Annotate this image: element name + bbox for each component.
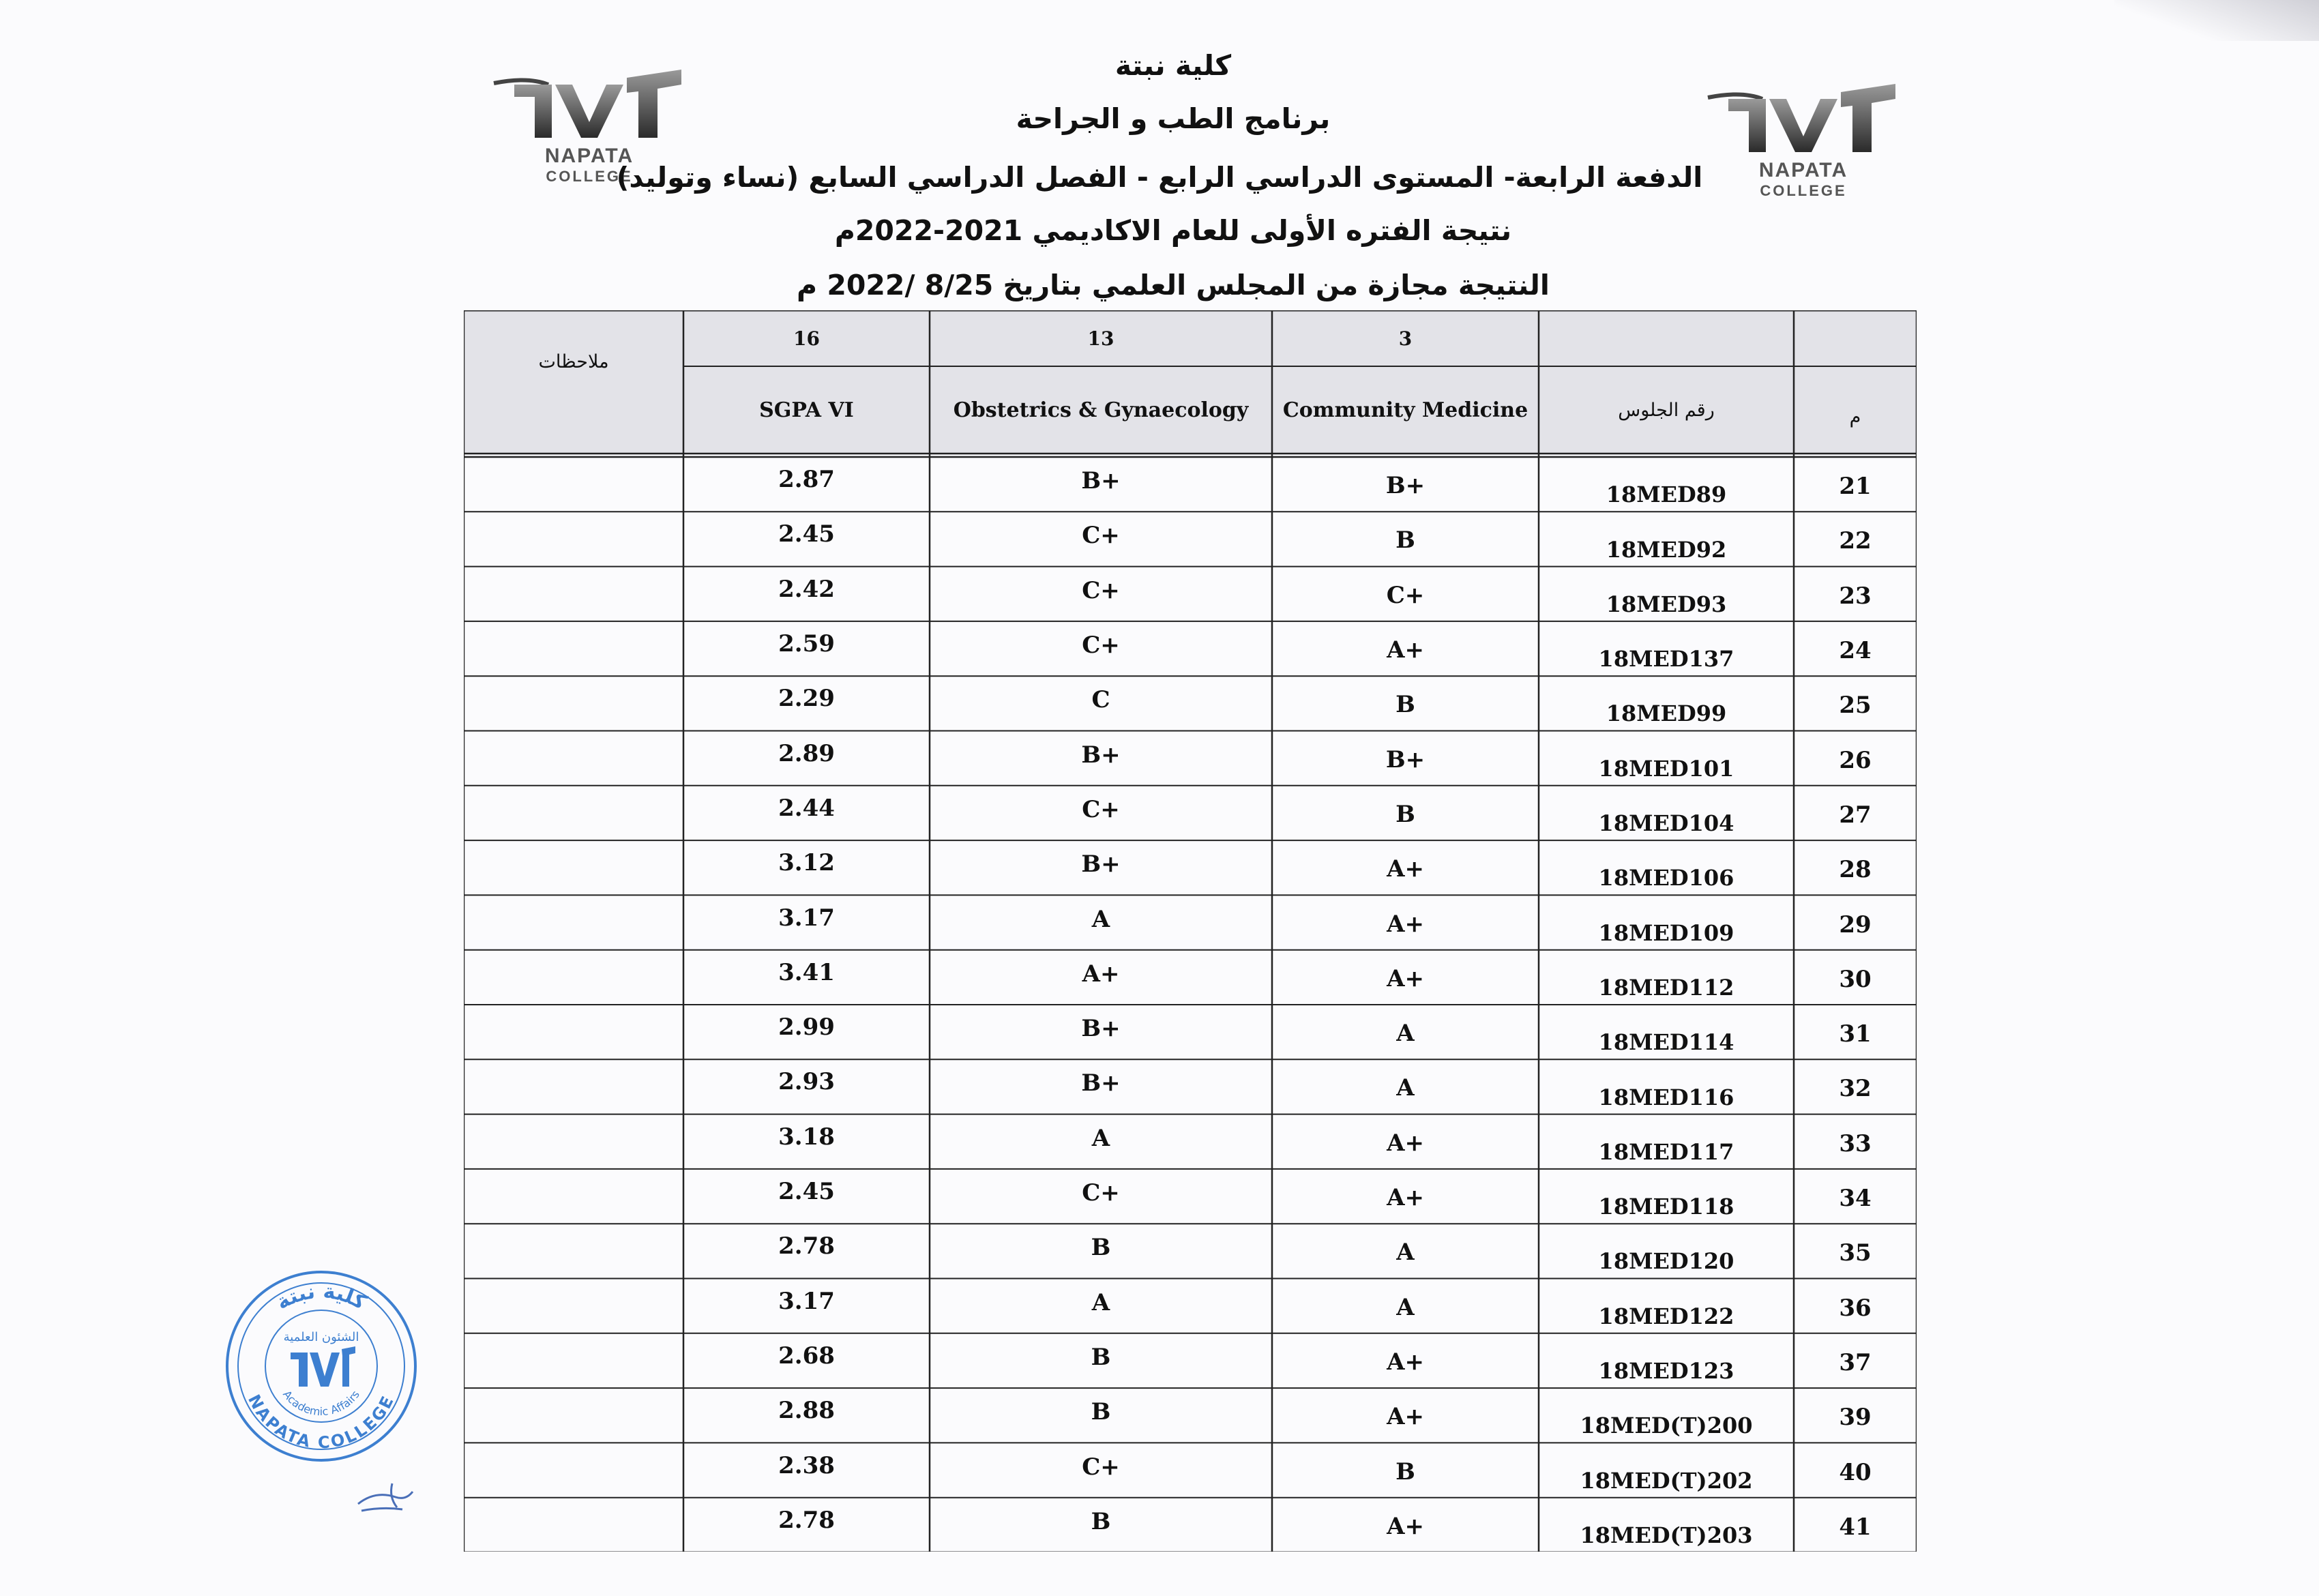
obgyn-grade-cell: C+: [1082, 522, 1120, 550]
seat-number-cell: 18MED117: [1598, 1138, 1734, 1165]
community-grade-cell: C+: [1386, 581, 1425, 609]
index-cell: 27: [1839, 801, 1872, 829]
community-grade-cell: A+: [1387, 1512, 1424, 1540]
notes-cell: [464, 731, 683, 786]
notes-cell: [464, 1443, 683, 1497]
sgpa-cell: 3.12: [778, 849, 835, 877]
seat-number-cell: 18MED122: [1598, 1303, 1734, 1329]
community-grade-cell: A: [1396, 1239, 1415, 1267]
seat-number-cell: 18MED118: [1598, 1194, 1734, 1220]
sgpa-cell: 2.93: [778, 1068, 835, 1096]
seat-number-cell: 18MED109: [1598, 919, 1734, 946]
column-header-sgpa: SGPA VI: [759, 398, 854, 422]
obgyn-grade-cell: A: [1091, 905, 1110, 933]
obgyn-grade-cell: C+: [1082, 795, 1120, 823]
obgyn-grade-cell: B+: [1081, 741, 1121, 769]
obgyn-grade-cell: B: [1091, 1234, 1111, 1262]
sgpa-cell: 2.68: [778, 1342, 835, 1370]
notes-cell: [464, 567, 683, 621]
logo-name: NAPATA: [1758, 159, 1848, 181]
index-cell: 25: [1839, 692, 1872, 720]
community-grade-cell: B: [1395, 527, 1415, 555]
batch-title: الدفعة الرابعة- المستوى الدراسي الرابع - الفصل الدراسي السابع (نساء وتوليد): [616, 161, 1703, 194]
obgyn-grade-cell: C+: [1082, 632, 1120, 660]
community-grade-cell: A: [1396, 1074, 1415, 1102]
index-cell: 31: [1839, 1020, 1872, 1048]
community-grade-cell: A+: [1387, 855, 1424, 883]
notes-cell: [464, 457, 683, 512]
stamp-logo-icon: [291, 1346, 355, 1387]
column-header-obgyn: Obstetrics & Gynaecology: [953, 398, 1249, 422]
obgyn-grade-cell: C+: [1082, 576, 1120, 604]
sgpa-cell: 2.89: [778, 739, 835, 767]
sgpa-cell: 3.17: [778, 904, 835, 932]
seat-number-cell: 18MED(T)200: [1580, 1413, 1753, 1439]
obgyn-grade-cell: B+: [1081, 467, 1121, 495]
stamp-affairs: الشئون العلمية: [283, 1330, 359, 1344]
column-header-notes: ملاحظات: [538, 351, 609, 372]
sgpa-cell: 2.87: [778, 466, 835, 494]
sgpa-cell: 2.44: [778, 794, 835, 822]
notes-cell: [464, 512, 683, 566]
stamp-english-affairs: Academic Affairs: [280, 1388, 362, 1419]
obgyn-grade-cell: B: [1091, 1398, 1111, 1426]
sgpa-cell: 2.99: [778, 1014, 835, 1041]
obgyn-grade-cell: B+: [1081, 1069, 1121, 1097]
sgpa-cell: 2.38: [778, 1451, 835, 1479]
napata-logo-left: [487, 64, 692, 221]
index-cell: 26: [1839, 746, 1872, 774]
community-grade-cell: A+: [1387, 964, 1424, 992]
community-grade-cell: A+: [1387, 1184, 1424, 1212]
academic-affairs-stamp: [222, 1267, 420, 1465]
sgpa-cell: 2.45: [778, 1178, 835, 1206]
index-cell: 37: [1839, 1348, 1872, 1376]
logo-sub: COLLEGE: [1760, 182, 1847, 199]
credit-hours-sgpa: 16: [793, 327, 820, 350]
seat-number-cell: 18MED120: [1598, 1248, 1734, 1275]
seat-number-cell: 18MED(T)203: [1580, 1522, 1753, 1548]
notes-cell: [464, 840, 683, 895]
credit-hours-community: 3: [1398, 327, 1413, 350]
notes-cell: [464, 1388, 683, 1443]
notes-cell: [464, 1279, 683, 1333]
column-header-community: Community Medicine: [1282, 398, 1528, 422]
index-cell: 33: [1839, 1129, 1872, 1157]
seat-number-cell: 18MED114: [1598, 1029, 1734, 1056]
logo-name: NAPATA: [544, 145, 634, 167]
notes-cell: [464, 950, 683, 1005]
seat-number-cell: 18MED137: [1598, 646, 1734, 673]
seat-number-cell: 18MED123: [1598, 1358, 1734, 1385]
index-cell: 30: [1839, 965, 1872, 993]
sgpa-cell: 3.17: [778, 1287, 835, 1315]
notes-cell: [464, 1114, 683, 1169]
college-title: كلية نبتة: [1114, 49, 1232, 82]
seat-number-cell: 18MED93: [1606, 591, 1727, 617]
index-cell: 39: [1839, 1404, 1872, 1432]
obgyn-grade-cell: B+: [1081, 1015, 1121, 1043]
notes-cell: [464, 1169, 683, 1224]
notes-cell: [464, 1005, 683, 1059]
logo-sub: COLLEGE: [546, 168, 633, 185]
signature-mark: [355, 1477, 416, 1518]
obgyn-grade-cell: A: [1091, 1288, 1110, 1316]
index-cell: 28: [1839, 856, 1872, 884]
seat-number-cell: 18MED92: [1606, 536, 1727, 563]
community-grade-cell: A+: [1387, 1403, 1424, 1431]
approval-title: النتيجة مجازة من المجلس العلمي بتاريخ 8/25 /2022 م: [797, 269, 1550, 301]
notes-cell: [464, 1333, 683, 1388]
stamp-college-name: NAPATA COLLEGE: [244, 1391, 398, 1453]
stamp-arabic-name: كلية نبتة: [271, 1279, 371, 1315]
seat-number-cell: 18MED89: [1606, 482, 1727, 508]
obgyn-grade-cell: B: [1091, 1507, 1111, 1535]
obgyn-grade-cell: B: [1091, 1343, 1111, 1371]
seat-number-cell: 18MED106: [1598, 865, 1734, 891]
seat-number-cell: 18MED104: [1598, 810, 1734, 837]
index-cell: 32: [1839, 1075, 1872, 1103]
credit-hours-obgyn: 13: [1087, 327, 1114, 350]
obgyn-grade-cell: A: [1091, 1124, 1110, 1152]
community-grade-cell: A+: [1387, 910, 1424, 938]
obgyn-grade-cell: A+: [1082, 960, 1120, 988]
index-cell: 41: [1839, 1513, 1872, 1541]
notes-cell: [464, 895, 683, 949]
community-grade-cell: B+: [1385, 745, 1426, 773]
obgyn-grade-cell: C+: [1082, 1453, 1120, 1481]
sgpa-cell: 2.78: [778, 1506, 835, 1534]
community-grade-cell: A+: [1387, 1129, 1424, 1157]
index-cell: 29: [1839, 911, 1872, 939]
community-grade-cell: A+: [1387, 636, 1424, 664]
notes-cell: [464, 676, 683, 730]
sgpa-cell: 2.88: [778, 1397, 835, 1425]
seat-number-cell: 18MED101: [1598, 755, 1734, 782]
sgpa-cell: 2.45: [778, 520, 835, 548]
community-grade-cell: B+: [1385, 472, 1426, 500]
notes-cell: [464, 1224, 683, 1278]
seat-number-cell: 18MED112: [1598, 974, 1734, 1001]
community-grade-cell: A: [1396, 1020, 1415, 1048]
period-title: نتيجة الفتره الأولى للعام الاكاديمي 2021-2022م: [834, 214, 1512, 247]
obgyn-grade-cell: C: [1091, 686, 1110, 714]
index-cell: 34: [1839, 1185, 1872, 1213]
sgpa-cell: 3.41: [778, 958, 835, 986]
notes-cell: [464, 621, 683, 676]
community-grade-cell: B: [1395, 1458, 1415, 1486]
index-cell: 35: [1839, 1239, 1872, 1267]
notes-cell: [464, 1059, 683, 1114]
results-table: [464, 310, 1917, 1552]
obgyn-grade-cell: C+: [1082, 1179, 1120, 1207]
community-grade-cell: B: [1395, 691, 1415, 719]
index-cell: 22: [1839, 527, 1872, 555]
community-grade-cell: A: [1396, 1293, 1415, 1321]
notes-cell: [464, 1498, 683, 1552]
sgpa-cell: 2.29: [778, 685, 835, 713]
community-grade-cell: B: [1395, 800, 1415, 828]
seat-number-cell: 18MED99: [1606, 700, 1727, 727]
sgpa-cell: 2.42: [778, 575, 835, 603]
notes-cell: [464, 786, 683, 840]
sgpa-cell: 2.78: [778, 1232, 835, 1260]
index-cell: 36: [1839, 1294, 1872, 1322]
seat-number-cell: 18MED(T)202: [1580, 1467, 1753, 1494]
index-cell: 40: [1839, 1458, 1872, 1486]
program-title: برنامج الطب و الجراحة: [1016, 102, 1331, 135]
seat-number-cell: 18MED116: [1598, 1084, 1734, 1110]
obgyn-grade-cell: B+: [1081, 851, 1121, 878]
scan-edge-shadow: [2114, 0, 2319, 41]
index-cell: 23: [1839, 582, 1872, 610]
sgpa-cell: 3.18: [778, 1123, 835, 1151]
index-cell: 21: [1839, 473, 1872, 501]
community-grade-cell: A+: [1387, 1348, 1424, 1376]
column-header-seat-number: رقم الجلوس: [1618, 399, 1715, 421]
column-header-index: م: [1849, 406, 1861, 428]
sgpa-cell: 2.59: [778, 630, 835, 658]
index-cell: 24: [1839, 637, 1872, 665]
